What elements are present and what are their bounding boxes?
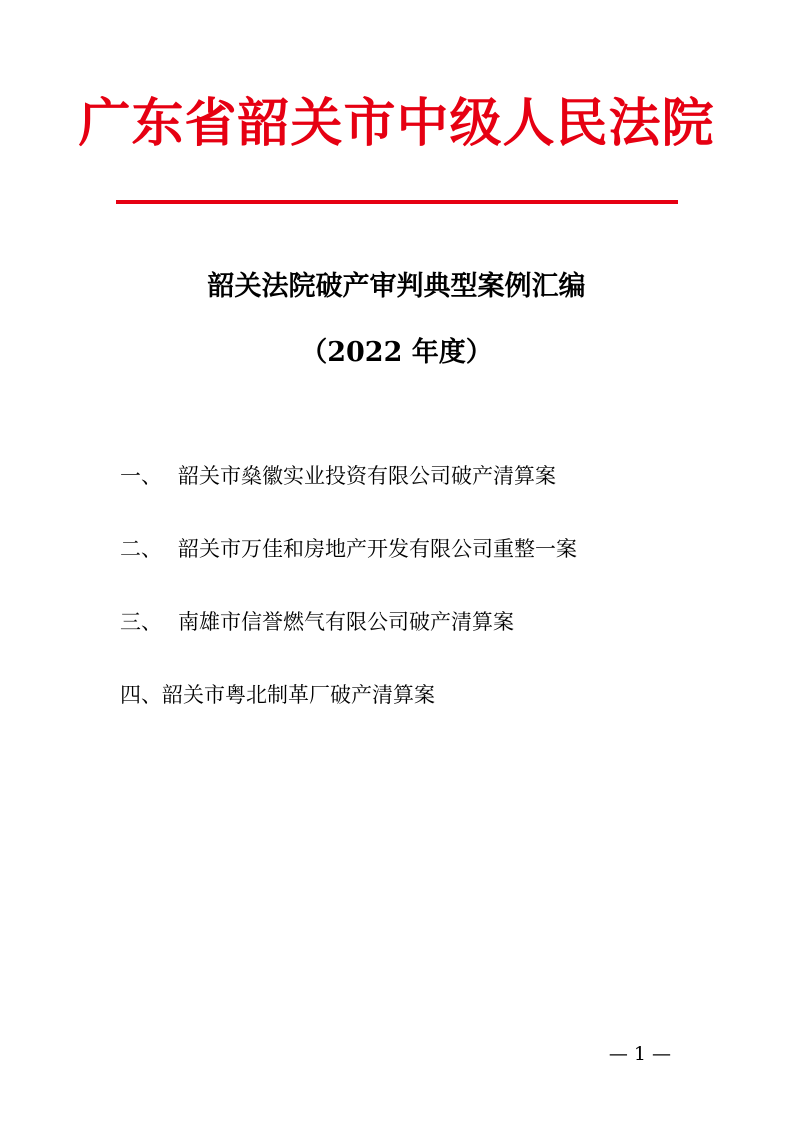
contents-list [120, 464, 577, 756]
document-title: 韶关法院破产审判典型案例汇编 [207, 271, 586, 302]
contents-item [120, 610, 577, 634]
contents-item-number: 三、 [120, 610, 162, 634]
contents-item-text: 南雄市信誉燃气有限公司破产清算案 [178, 610, 514, 634]
contents-item-number: 四、 [120, 683, 162, 707]
contents-item [120, 683, 577, 707]
contents-item-number: 二、 [120, 537, 162, 561]
contents-item-text: 韶关市燊徽实业投资有限公司破产清算案 [178, 464, 556, 488]
court-masthead: 广东省韶关市中级人民法院 [78, 93, 715, 154]
document-subtitle: （2022 年度） [300, 337, 493, 368]
page-number: — 1 — [608, 1043, 671, 1065]
contents-item-number: 一、 [120, 464, 162, 488]
masthead-red-rule [116, 200, 678, 204]
contents-item-text: 韶关市万佳和房地产开发有限公司重整一案 [178, 537, 577, 561]
contents-item [120, 464, 577, 488]
contents-item [120, 537, 577, 561]
contents-item-text: 韶关市粤北制革厂破产清算案 [162, 683, 435, 707]
